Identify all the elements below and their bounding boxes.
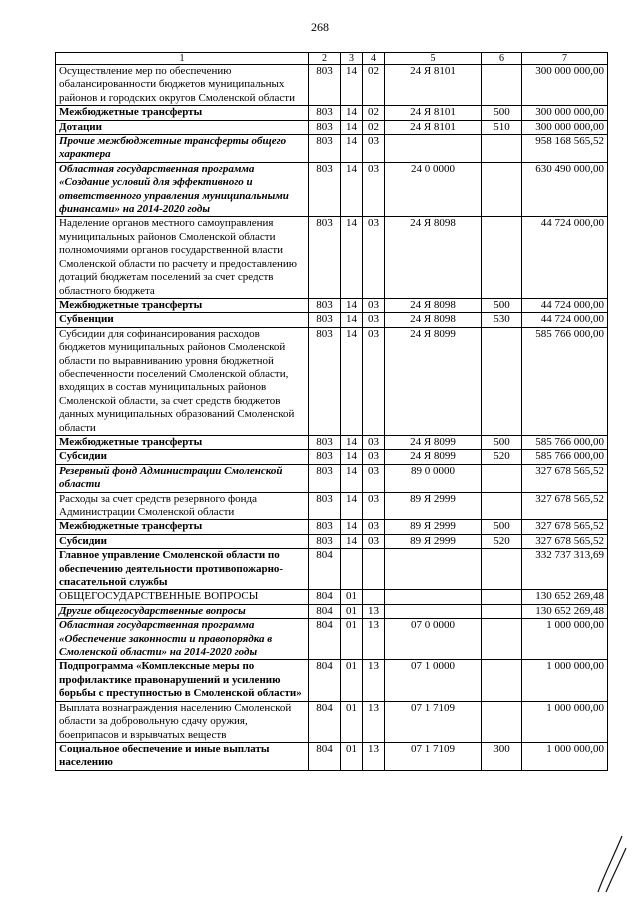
subsection-cell: 03 <box>363 450 385 464</box>
section-cell: 14 <box>341 162 363 217</box>
code-cell: 804 <box>309 660 341 701</box>
expense-type-cell: 500 <box>482 298 522 312</box>
expense-type-cell: 500 <box>482 520 522 534</box>
target-code-cell <box>385 604 482 618</box>
amount-cell: 130 652 269,48 <box>522 604 608 618</box>
code-cell: 804 <box>309 742 341 770</box>
section-cell: 14 <box>341 520 363 534</box>
amount-cell: 958 168 565,52 <box>522 135 608 163</box>
expense-type-cell <box>482 660 522 701</box>
target-code-cell: 07 1 0000 <box>385 660 482 701</box>
amount-cell: 1 000 000,00 <box>522 660 608 701</box>
target-code-cell: 24 Я 8098 <box>385 313 482 327</box>
code-cell: 804 <box>309 604 341 618</box>
table-row <box>56 534 608 548</box>
code-cell: 803 <box>309 327 341 435</box>
expense-type-cell <box>482 135 522 163</box>
target-code-cell: 24 Я 8099 <box>385 435 482 449</box>
row-name-cell: Наделение органов местного самоуправления муниципальных районов Смоленской области полномочиями органов государственной власти Смоленской области по расчету и предоставлению дотаций бюджетам поселений за счет средств областного бюджета <box>56 217 309 298</box>
code-cell: 804 <box>309 619 341 660</box>
target-code-cell: 89 Я 2999 <box>385 492 482 520</box>
row-name-cell: ОБЩЕГОСУДАРСТВЕННЫЕ ВОПРОСЫ <box>56 590 309 604</box>
amount-cell: 327 678 565,52 <box>522 534 608 548</box>
expense-type-cell: 520 <box>482 534 522 548</box>
table-row <box>56 217 608 298</box>
row-name-cell: Прочие межбюджетные трансферты общего характера <box>56 135 309 163</box>
expense-type-cell <box>482 492 522 520</box>
expense-type-cell: 500 <box>482 435 522 449</box>
code-cell: 803 <box>309 313 341 327</box>
expense-type-cell: 530 <box>482 313 522 327</box>
table-row <box>56 619 608 660</box>
table-row <box>56 701 608 742</box>
row-name-cell: Главное управление Смоленской области по обеспечению деятельности противопожарно-спасательной службы <box>56 549 309 590</box>
table-row <box>56 590 608 604</box>
column-header-row <box>56 53 608 65</box>
row-name-cell: Подпрограмма «Комплексные меры по профилактике правонарушений и усилению борьбы с преступностью в Смоленской области» <box>56 660 309 701</box>
target-code-cell <box>385 135 482 163</box>
subsection-cell: 03 <box>363 298 385 312</box>
amount-cell: 327 678 565,52 <box>522 492 608 520</box>
row-name-cell: Социальное обеспечение и иные выплаты населению <box>56 742 309 770</box>
expense-type-cell: 500 <box>482 106 522 120</box>
section-cell: 14 <box>341 534 363 548</box>
code-cell: 803 <box>309 450 341 464</box>
table-row <box>56 450 608 464</box>
target-code-cell: 24 Я 8098 <box>385 217 482 298</box>
code-cell: 803 <box>309 435 341 449</box>
code-cell: 803 <box>309 120 341 134</box>
page-number: 268 <box>311 20 329 34</box>
amount-cell: 300 000 000,00 <box>522 120 608 134</box>
table-row <box>56 464 608 492</box>
subsection-cell: 03 <box>363 217 385 298</box>
table-row <box>56 135 608 163</box>
table-row <box>56 520 608 534</box>
amount-cell: 44 724 000,00 <box>522 298 608 312</box>
subsection-cell: 03 <box>363 534 385 548</box>
expense-type-cell <box>482 162 522 217</box>
section-cell: 01 <box>341 619 363 660</box>
column-header: 3 <box>341 53 363 65</box>
row-name-cell: Субвенции <box>56 313 309 327</box>
section-cell: 01 <box>341 701 363 742</box>
target-code-cell: 24 Я 8098 <box>385 298 482 312</box>
expense-type-cell: 520 <box>482 450 522 464</box>
row-name-cell: Субсидии <box>56 450 309 464</box>
expense-type-cell <box>482 327 522 435</box>
table-row <box>56 327 608 435</box>
code-cell: 803 <box>309 217 341 298</box>
subsection-cell <box>363 590 385 604</box>
code-cell: 804 <box>309 701 341 742</box>
subsection-cell: 02 <box>363 106 385 120</box>
subsection-cell: 03 <box>363 313 385 327</box>
target-code-cell <box>385 549 482 590</box>
amount-cell: 1 000 000,00 <box>522 619 608 660</box>
section-cell: 14 <box>341 120 363 134</box>
code-cell: 803 <box>309 106 341 120</box>
subsection-cell: 03 <box>363 464 385 492</box>
target-code-cell: 89 Я 2999 <box>385 534 482 548</box>
column-header: 2 <box>309 53 341 65</box>
target-code-cell: 89 0 0000 <box>385 464 482 492</box>
subsection-cell: 13 <box>363 701 385 742</box>
subsection-cell: 03 <box>363 492 385 520</box>
budget-table <box>55 52 608 771</box>
amount-cell: 585 766 000,00 <box>522 435 608 449</box>
section-cell: 01 <box>341 742 363 770</box>
column-header: 6 <box>482 53 522 65</box>
target-code-cell: 07 1 7109 <box>385 742 482 770</box>
amount-cell: 300 000 000,00 <box>522 106 608 120</box>
subsection-cell: 03 <box>363 520 385 534</box>
code-cell: 804 <box>309 549 341 590</box>
section-cell: 01 <box>341 660 363 701</box>
subsection-cell <box>363 549 385 590</box>
section-cell: 14 <box>341 217 363 298</box>
target-code-cell: 24 Я 8099 <box>385 450 482 464</box>
column-header: 1 <box>56 53 309 65</box>
target-code-cell: 07 0 0000 <box>385 619 482 660</box>
amount-cell: 1 000 000,00 <box>522 701 608 742</box>
row-name-cell: Областная государственная программа «Создание условий для эффективного и ответственного управления муниципальными финансами» на 2014-2020 годы <box>56 162 309 217</box>
expense-type-cell <box>482 549 522 590</box>
table-row <box>56 65 608 106</box>
code-cell: 803 <box>309 520 341 534</box>
expense-type-cell <box>482 217 522 298</box>
expense-type-cell <box>482 604 522 618</box>
table-row <box>56 435 608 449</box>
subsection-cell: 13 <box>363 604 385 618</box>
code-cell: 803 <box>309 135 341 163</box>
amount-cell: 327 678 565,52 <box>522 464 608 492</box>
target-code-cell: 24 Я 8099 <box>385 327 482 435</box>
amount-cell: 585 766 000,00 <box>522 327 608 435</box>
section-cell: 14 <box>341 327 363 435</box>
row-name-cell: Резервный фонд Администрации Смоленской области <box>56 464 309 492</box>
amount-cell: 300 000 000,00 <box>522 65 608 106</box>
table-row <box>56 120 608 134</box>
table-row <box>56 313 608 327</box>
section-cell: 14 <box>341 65 363 106</box>
amount-cell: 585 766 000,00 <box>522 450 608 464</box>
signature-mark <box>592 830 632 895</box>
amount-cell: 332 737 313,69 <box>522 549 608 590</box>
row-name-cell: Межбюджетные трансферты <box>56 106 309 120</box>
code-cell: 803 <box>309 492 341 520</box>
row-name-cell: Осуществление мер по обеспечению обалансированности бюджетов муниципальных районов и городских округов Смоленской области <box>56 65 309 106</box>
row-name-cell: Областная государственная программа «Обеспечение законности и правопорядка в Смоленской области» на 2014-2020 годы <box>56 619 309 660</box>
subsection-cell: 03 <box>363 135 385 163</box>
row-name-cell: Расходы за счет средств резервного фонда Администрации Смоленской области <box>56 492 309 520</box>
section-cell: 14 <box>341 135 363 163</box>
target-code-cell: 07 1 7109 <box>385 701 482 742</box>
section-cell: 14 <box>341 435 363 449</box>
row-name-cell: Субсидии <box>56 534 309 548</box>
subsection-cell: 03 <box>363 435 385 449</box>
section-cell <box>341 549 363 590</box>
section-cell: 01 <box>341 590 363 604</box>
expense-type-cell <box>482 619 522 660</box>
subsection-cell: 02 <box>363 120 385 134</box>
row-name-cell: Субсидии для софинансирования расходов бюджетов муниципальных районов Смоленской области по выравниванию уровня бюджетной обеспеченности поселений Смоленской области, входящих в состав муниципальных районов Смоленской области, за счет средств бюджетов данных муниципальных образований Смоленской области <box>56 327 309 435</box>
row-name-cell: Межбюджетные трансферты <box>56 520 309 534</box>
table-row <box>56 106 608 120</box>
amount-cell: 130 652 269,48 <box>522 590 608 604</box>
code-cell: 803 <box>309 534 341 548</box>
target-code-cell: 24 0 0000 <box>385 162 482 217</box>
table-row <box>56 162 608 217</box>
expense-type-cell <box>482 464 522 492</box>
subsection-cell: 03 <box>363 327 385 435</box>
section-cell: 01 <box>341 604 363 618</box>
section-cell: 14 <box>341 298 363 312</box>
code-cell: 803 <box>309 464 341 492</box>
section-cell: 14 <box>341 492 363 520</box>
section-cell: 14 <box>341 464 363 492</box>
column-header: 5 <box>385 53 482 65</box>
subsection-cell: 03 <box>363 162 385 217</box>
target-code-cell: 24 Я 8101 <box>385 120 482 134</box>
subsection-cell: 13 <box>363 660 385 701</box>
expense-type-cell: 300 <box>482 742 522 770</box>
table-row <box>56 742 608 770</box>
table-row <box>56 604 608 618</box>
target-code-cell <box>385 590 482 604</box>
code-cell: 803 <box>309 65 341 106</box>
row-name-cell: Межбюджетные трансферты <box>56 435 309 449</box>
expense-type-cell: 510 <box>482 120 522 134</box>
code-cell: 804 <box>309 590 341 604</box>
code-cell: 803 <box>309 162 341 217</box>
column-header: 7 <box>522 53 608 65</box>
subsection-cell: 13 <box>363 742 385 770</box>
row-name-cell: Выплата вознаграждения населению Смоленской области за добровольную сдачу оружия, боеприпасов и взрывчатых веществ <box>56 701 309 742</box>
target-code-cell: 24 Я 8101 <box>385 106 482 120</box>
amount-cell: 327 678 565,52 <box>522 520 608 534</box>
section-cell: 14 <box>341 106 363 120</box>
row-name-cell: Другие общегосударственные вопросы <box>56 604 309 618</box>
subsection-cell: 02 <box>363 65 385 106</box>
code-cell: 803 <box>309 298 341 312</box>
column-header: 4 <box>363 53 385 65</box>
table-row <box>56 660 608 701</box>
row-name-cell: Дотации <box>56 120 309 134</box>
expense-type-cell <box>482 65 522 106</box>
table-row <box>56 492 608 520</box>
amount-cell: 1 000 000,00 <box>522 742 608 770</box>
expense-type-cell <box>482 701 522 742</box>
target-code-cell: 89 Я 2999 <box>385 520 482 534</box>
table-row <box>56 549 608 590</box>
table-row <box>56 298 608 312</box>
amount-cell: 44 724 000,00 <box>522 313 608 327</box>
section-cell: 14 <box>341 450 363 464</box>
amount-cell: 630 490 000,00 <box>522 162 608 217</box>
subsection-cell: 13 <box>363 619 385 660</box>
expense-type-cell <box>482 590 522 604</box>
row-name-cell: Межбюджетные трансферты <box>56 298 309 312</box>
section-cell: 14 <box>341 313 363 327</box>
amount-cell: 44 724 000,00 <box>522 217 608 298</box>
target-code-cell: 24 Я 8101 <box>385 65 482 106</box>
